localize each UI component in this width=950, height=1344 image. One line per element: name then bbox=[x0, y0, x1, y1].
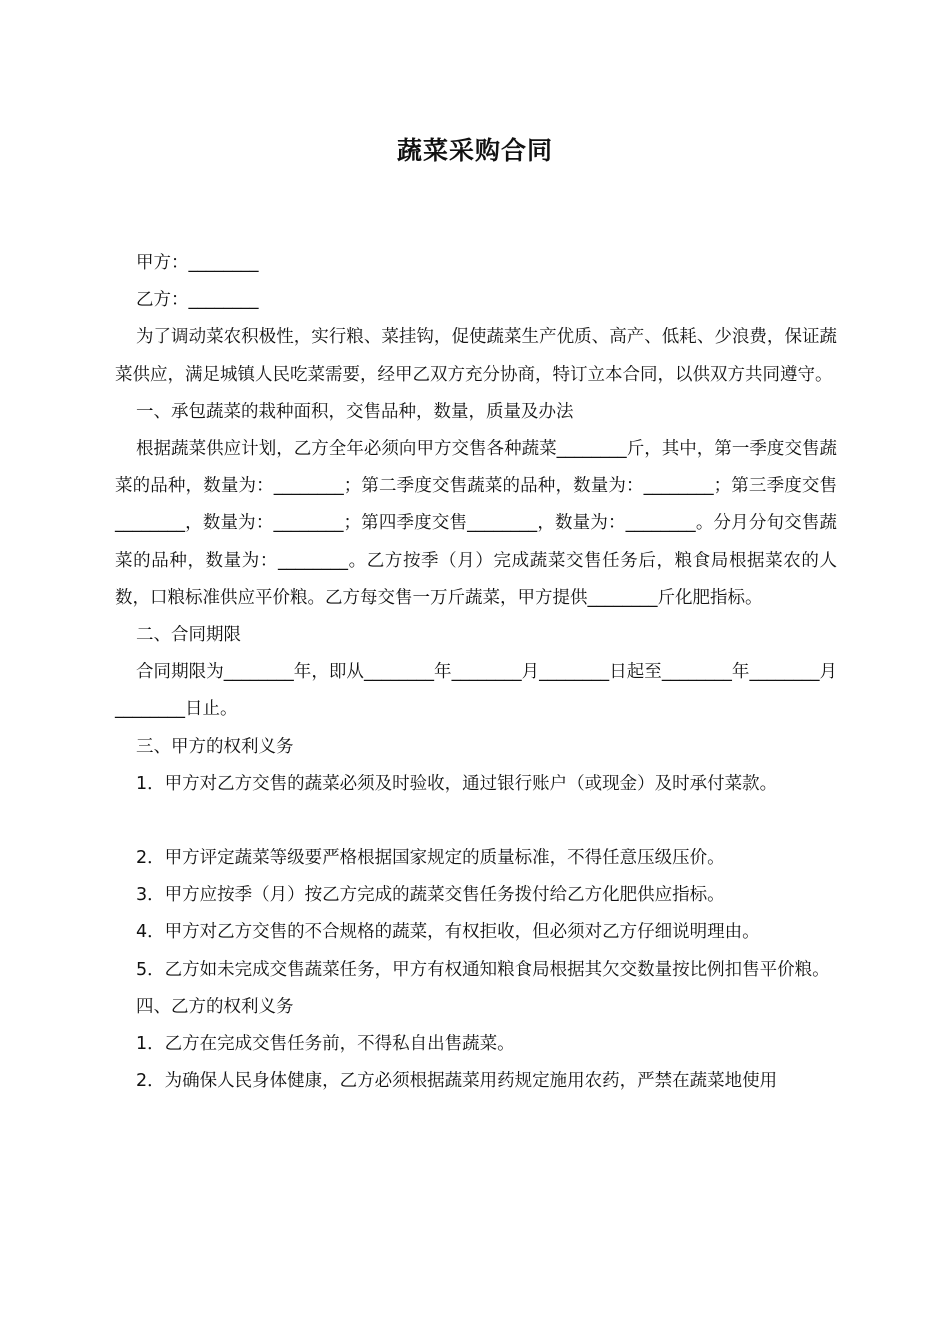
contract-body bbox=[115, 245, 837, 1100]
party-a-line: 甲方：________ bbox=[136, 253, 259, 273]
section-1-paragraph: 根据蔬菜供应计划，乙方全年必须向甲方交售各种蔬菜________斤，其中，第一季度交售蔬菜的品种，数量为：________；第二季度交售蔬菜的品种，数量为：________；第三季度交售________，数量为：________；第四季度交售________，数量为：________。分月分旬交售蔬菜的品种，数量为：________。乙方按季（月）完成蔬菜交售任务后，粮食局根据菜农的人数，口粮标准供应平价粮。乙方每交售一万斤蔬菜，甲方提供________斤化肥指标。 bbox=[115, 439, 837, 608]
document-title: 蔬菜采购合同 bbox=[396, 136, 553, 165]
section-3-item-4: 4．甲方对乙方交售的不合规格的蔬菜，有权拒收，但必须对乙方仔细说明理由。 bbox=[136, 922, 760, 943]
preamble-paragraph: 为了调动菜农积极性，实行粮、菜挂钩，促使蔬菜生产优质、高产、低耗、少浪费，保证蔬菜供应，满足城镇人民吃菜需要，经甲乙双方充分协商，特订立本合同，以供双方共同遵守。 bbox=[115, 327, 837, 385]
section-3-item-2: 2．甲方评定蔬菜等级要严格根据国家规定的质量标准，不得任意压级压价。 bbox=[136, 848, 725, 869]
section-heading-3: 三、甲方的权利义务 bbox=[136, 736, 294, 757]
party-b-line: 乙方：________ bbox=[136, 290, 259, 311]
section-4-item-1: 1．乙方在完成交售任务前，不得私自出售蔬菜。 bbox=[136, 1034, 515, 1055]
section-4-item-2: 2．为确保人民身体健康，乙方必须根据蔬菜用药规定施用农药，严禁在蔬菜地使用 bbox=[136, 1071, 778, 1092]
section-3-item-3: 3．甲方应按季（月）按乙方完成的蔬菜交售任务拨付给乙方化肥供应指标。 bbox=[136, 885, 725, 906]
section-heading-2: 二、合同期限 bbox=[136, 625, 241, 646]
section-heading-1: 一、承包蔬菜的栽种面积，交售品种，数量，质量及办法 bbox=[136, 401, 574, 422]
section-heading-4: 四、乙方的权利义务 bbox=[136, 996, 294, 1017]
section-2-paragraph: 合同期限为________年，即从________年________月________日起至________年________月________日止。 bbox=[115, 662, 837, 720]
section-3-item-1: 1．甲方对乙方交售的蔬菜必须及时验收，通过银行账户（或现金）及时承付菜款。 bbox=[136, 773, 778, 794]
section-3-item-5: 5．乙方如未完成交售蔬菜任务，甲方有权通知粮食局根据其欠交数量按比例扣售平价粮。 bbox=[136, 959, 830, 980]
